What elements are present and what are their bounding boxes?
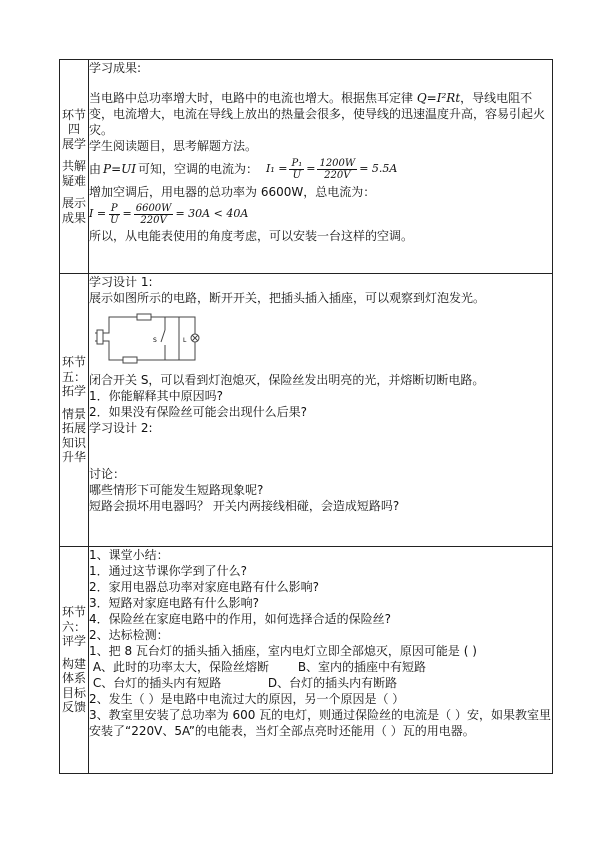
results-paragraph: 当电路中总功率增大时，电路中的电流也增大。根据焦耳定律 Q=I²Rt，导线电阻不变，电流增大，电流在导线上放出的热量会很多，使导线的迅速温度升高，容易引起火灾。 — [89, 91, 546, 137]
test-options-cd — [89, 675, 552, 691]
design-1-title: 学习设计 1: — [89, 275, 153, 289]
question-1: 1．你能解释其中原因吗? — [89, 389, 224, 403]
test-question-3: 3、教室里安装了总功率为 600 瓦的电灯，则通过保险丝的电流是（ ）安，如果教室里安装了“220V、5A”的电能表，当灯全部点亮时还能用（ ）瓦的用电器。 — [89, 708, 551, 738]
ac-current-line: 由 P=UI 可知，空调的电流为： I₁ = $\frac{\text{P₁}}{U}$ = $\frac{1200W}{220V}$ = 5.5A — [89, 157, 398, 181]
stage-5-row — [60, 274, 553, 547]
stage-6-label-line: 环节 — [61, 605, 86, 620]
stage-6-label-line: 反馈 — [61, 700, 86, 715]
stage-4-row — [60, 60, 553, 274]
lesson-table — [59, 59, 553, 774]
test-options-ab — [89, 659, 552, 675]
stage-6-row — [60, 547, 553, 774]
question-2: 2．如果没有保险丝可能会出现什么后果? — [89, 405, 308, 419]
conclusion-line: 所以，从电能表使用的角度考虑，可以安装一台这样的空调。 — [89, 229, 414, 243]
close-switch-description: 闭合开关 S，可以看到灯泡熄灭，保险丝发出明亮的光，并熔断切断电路。 — [89, 373, 485, 387]
discussion-title: 讨论： — [89, 467, 126, 481]
results-title: 学习成果: — [89, 61, 142, 75]
stage-4-label-line: 环节 — [61, 107, 86, 122]
test-question-2: 2、发生（ ）是电路中电流过大的原因，另一个原因是（ ） — [89, 692, 405, 706]
stage-5-label-line: 五： — [61, 369, 86, 384]
summary-item-1: 1．通过这节课你学到了什么? — [89, 564, 248, 578]
option-c: C、台灯的插头内有短路 — [92, 676, 222, 690]
summary-item-3: 3．短路对家庭电路有什么影响? — [89, 596, 260, 610]
stage-4-label — [60, 60, 89, 274]
joule-law-formula: Q=I²Rt — [416, 91, 461, 105]
test-question-1: 1、把 8 瓦台灯的插头插入插座，室内电灯立即全部熄灭，原因可能是 ( ) — [89, 644, 477, 658]
stage-6-content — [89, 547, 553, 774]
stage-5-label-line: 知识 — [61, 435, 86, 450]
stage-6-label-line: 六： — [61, 619, 86, 634]
short-circuit-diagram — [95, 312, 205, 364]
total-current-equation: I = $\frac{P}{U}$ = $\frac{6600W}{220V}$ = 30A < 40A — [89, 202, 249, 226]
stage-4-label-line: 成果 — [61, 210, 86, 225]
test-title: 2、达标检测： — [89, 628, 169, 642]
stage-4-content — [89, 60, 553, 274]
summary-item-4: 4．保险丝在家庭电路中的作用，如何选择合适的保险丝? — [89, 612, 392, 626]
stage-4-label-line: 共解 — [61, 159, 86, 174]
stage-5-label-line: 升华 — [61, 450, 86, 465]
option-d: D、台灯的插头内有断路 — [267, 676, 398, 690]
stage-6-label-line: 评学 — [61, 634, 86, 649]
summary-title: 1、课堂小结： — [89, 548, 169, 562]
stage-6-label — [60, 547, 89, 774]
discussion-question-1: 哪些情形下可能发生短路现象呢? — [89, 483, 264, 497]
discussion-question-2: 短路会损坏用电器吗？ 开关内两接线相碰，会造成短路吗? — [89, 499, 400, 513]
ac-current-equation: I₁ = $\frac{\text{P₁}}{U}$ = $\frac{1200W}{220V}$ = 5.5A — [266, 157, 398, 181]
stage-6-label-line: 目标 — [61, 685, 86, 700]
stage-5-label-line: 情景 — [61, 406, 86, 421]
stage-4-label-line: 展学 — [61, 136, 86, 151]
option-b: B、室内的插座中有短路 — [297, 660, 427, 674]
summary-item-2: 2．家用电器总功率对家庭电路有什么影响? — [89, 580, 320, 594]
stage-5-label-line: 拓展 — [61, 421, 86, 436]
stage-5-label-line: 环节 — [61, 355, 86, 370]
design-2-title: 学习设计 2: — [89, 421, 153, 435]
stage-6-label-line: 构建 — [61, 656, 86, 671]
lamp-label: L — [183, 337, 187, 344]
stage-4-label-line: 四 — [67, 122, 80, 137]
stage-5-label-line: 拓学 — [61, 384, 86, 399]
reading-instruction: 学生阅读题目，思考解题方法。 — [89, 139, 258, 153]
stage-5-content — [89, 274, 553, 547]
stage-4-label-line: 疑难 — [61, 173, 86, 188]
total-power-line: 增加空调后，用电器的总功率为 6600W，总电流为： — [89, 185, 376, 199]
switch-label: S — [153, 337, 157, 344]
option-a: A、此时的功率太大，保险丝熔断 — [92, 660, 270, 674]
stage-4-label-line: 展示 — [61, 196, 86, 211]
design-1-description: 展示如图所示的电路，断开开关，把插头插入插座，可以观察到灯泡发光。 — [89, 291, 486, 305]
stage-6-label-line: 体系 — [61, 671, 86, 686]
stage-5-label — [60, 274, 89, 547]
